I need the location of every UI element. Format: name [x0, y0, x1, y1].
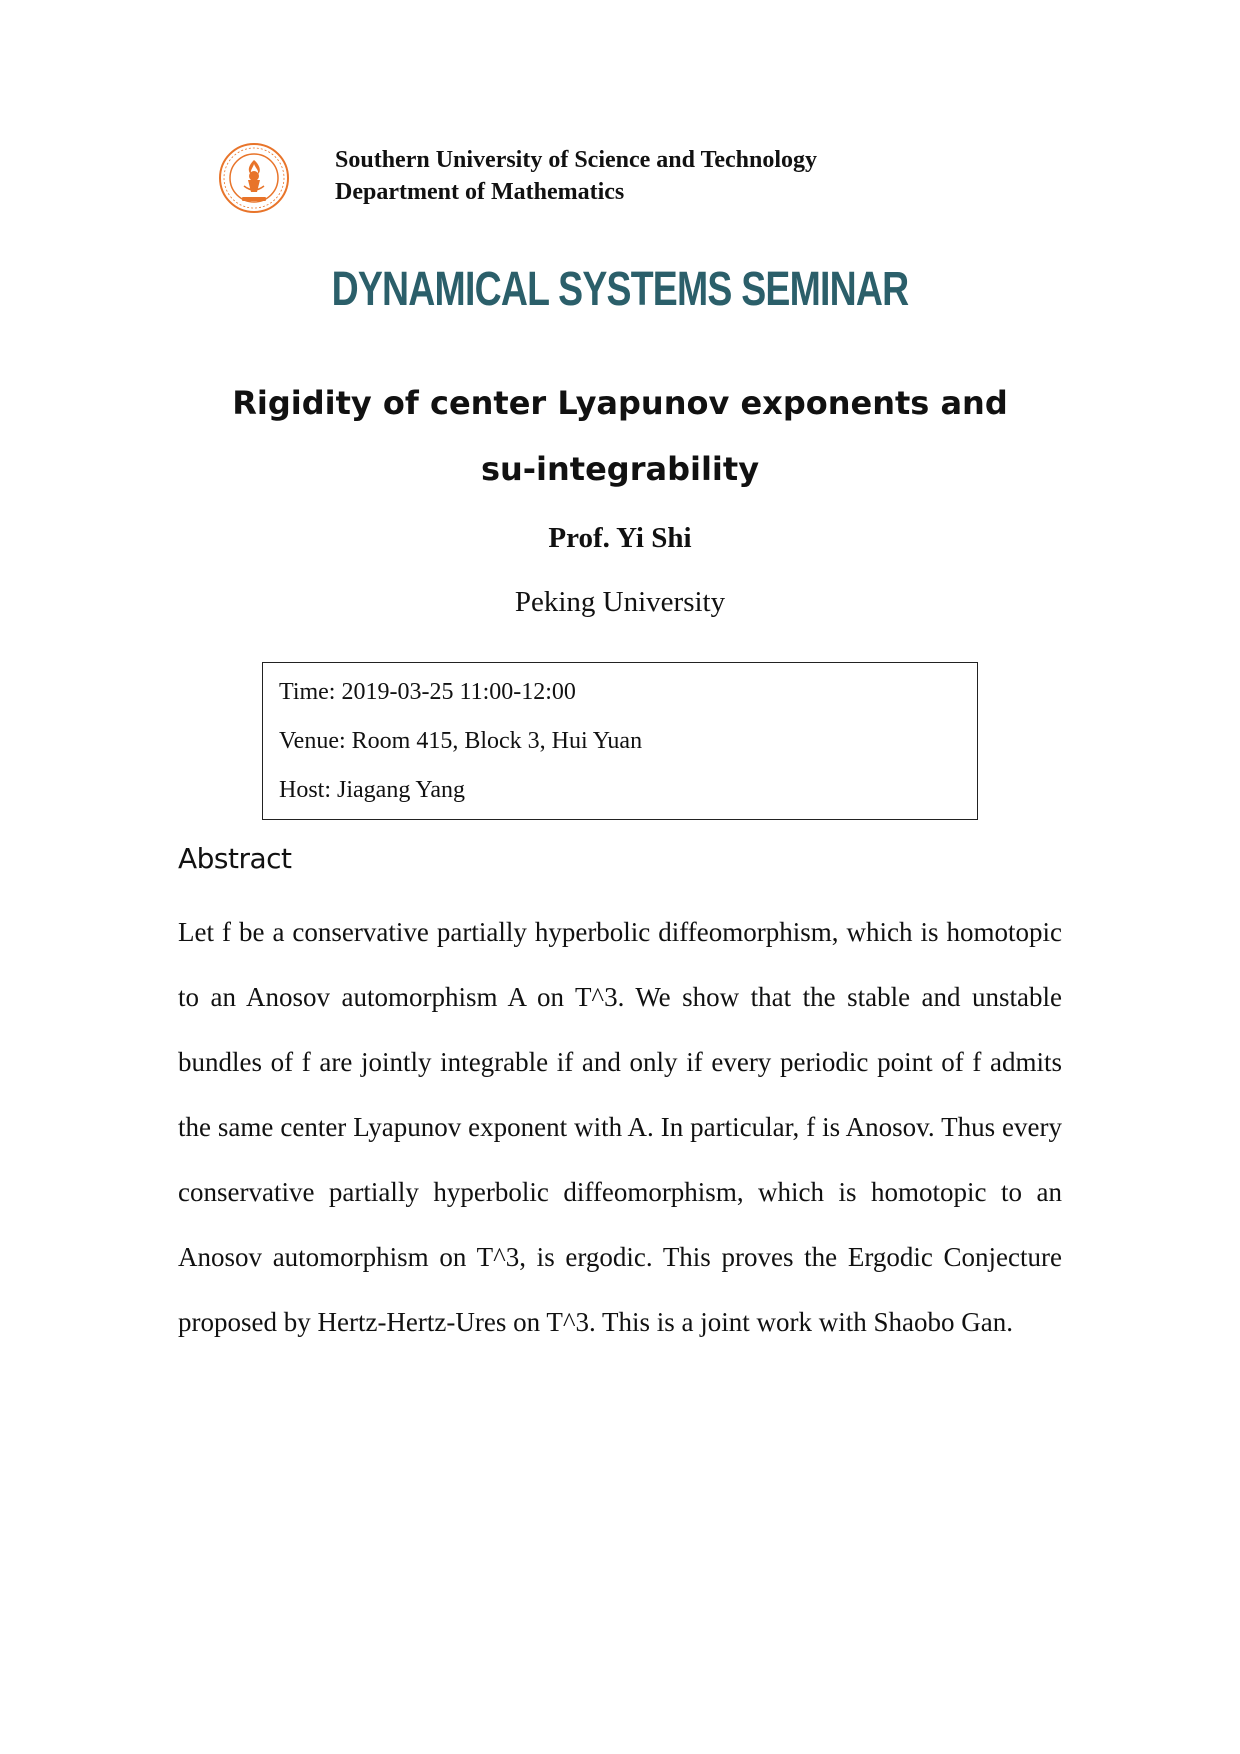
- header: [218, 140, 978, 216]
- speaker-name: Prof. Yi Shi: [548, 522, 692, 554]
- abstract-body: Let f be a conservative partially hyperbolic diffeomorphism, which is homotopic to an Anosov automorphism A on T^3. We show that the stable and unstable bundles of f are jointly integrable if and only if every periodic point of f admits the same center Lyapunov exponent with A. In particular, f is Anosov. Thus every conservative partially hyperbolic diffeomorphism, which is homotopic to an Anosov automorphism on T^3, is ergodic. This proves the Ergodic Conjecture proposed by Hertz-Hertz-Ures on T^3. This is a joint work with Shaobo Gan.: [178, 917, 1062, 1337]
- talk-title-line-1: Rigidity of center Lyapunov exponents and: [232, 384, 1008, 422]
- talk-title: [160, 370, 1080, 502]
- talk-title-line-2: su-integrability: [480, 450, 760, 488]
- department-name: Department of Mathematics: [335, 179, 625, 205]
- institution-name: Southern University of Science and Technology: [335, 147, 818, 173]
- speaker-affiliation: Peking University: [514, 586, 726, 618]
- series-title: DYNAMICAL SYSTEMS SEMINAR: [331, 263, 909, 316]
- event-info-box: [262, 662, 978, 820]
- university-seal-icon: [218, 142, 290, 214]
- event-host: Host: Jiagang Yang: [279, 777, 466, 803]
- event-venue: Venue: Room 415, Block 3, Hui Yuan: [279, 728, 643, 754]
- abstract-heading: Abstract: [178, 842, 292, 875]
- institution-block: [335, 144, 817, 208]
- event-time: Time: 2019-03-25 11:00-12:00: [279, 679, 576, 705]
